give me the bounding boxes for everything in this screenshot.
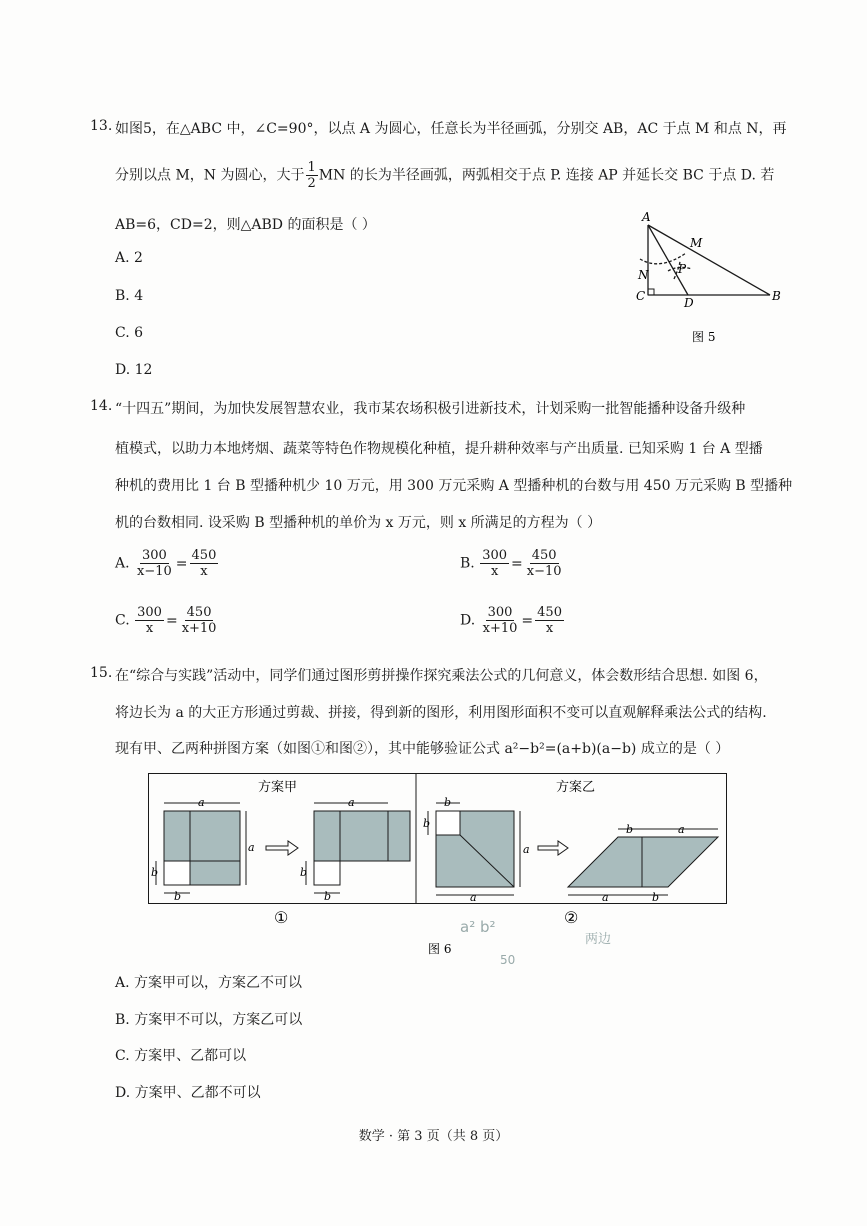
rhs-fraction <box>180 605 219 636</box>
panel-b-result <box>568 829 718 895</box>
fig5-label-c: C <box>636 289 646 303</box>
panel-b-square <box>428 803 520 895</box>
equals-sign: = <box>165 612 178 629</box>
frac-den: x−10 <box>526 564 562 579</box>
q13-option-a[interactable]: A. 2 <box>115 250 143 266</box>
equals-sign: = <box>175 555 188 572</box>
frac-den: x <box>490 564 499 579</box>
lhs-fraction <box>135 548 174 579</box>
fig5-label-a: A <box>642 210 651 224</box>
panel-b-dim-a3: a <box>678 823 685 836</box>
q15-option-c[interactable]: C. 方案甲、乙都可以 <box>115 1048 247 1064</box>
equals-sign: = <box>521 612 534 629</box>
q14-option-c[interactable] <box>115 605 219 636</box>
panel-a-arrow <box>266 841 298 855</box>
frac-den: x <box>200 564 208 579</box>
panel-b-dim-b3: b <box>626 823 634 836</box>
q15-option-b[interactable]: B. 方案甲不可以，方案乙可以 <box>115 1012 303 1028</box>
fig5-caption: 图 5 <box>692 330 716 344</box>
frac-num: 1 <box>307 160 316 175</box>
frac-num: 300 <box>141 548 167 563</box>
panel-a-dim-b4: b <box>324 890 332 903</box>
frac-den: x+10 <box>181 621 217 636</box>
q13-line2a: 分别以点 M，N 为圆心，大于 <box>115 167 305 184</box>
q14-line2: 植模式，以助力本地烤烟、蔬菜等特色作物规模化种植，提升耕种效率与产出质量. 已知采购 1 台 A 型播 <box>115 441 763 457</box>
panel-a-dim-b3: b <box>300 866 308 879</box>
frac-num: 450 <box>537 605 562 620</box>
panel-a-dim-a3: a <box>348 796 355 809</box>
q13-half-fraction <box>306 160 318 191</box>
panel-b-dim-a4: a <box>602 891 609 904</box>
q14-number: 14. <box>90 398 113 414</box>
q14-option-d[interactable] <box>460 605 565 636</box>
page-footer: 数学 · 第 3 页（共 8 页） <box>358 1129 509 1144</box>
fig5-line-ad <box>648 225 688 295</box>
panel-a-title: 方案甲 <box>258 780 298 795</box>
q15-line1: 在“综合与实践”活动中，同学们通过图形剪拼操作探究乘法公式的几何意义，体会数形结合思想. 如图 6， <box>115 668 768 684</box>
rhs-fraction <box>535 605 564 636</box>
fig5-right-angle-mark <box>648 289 654 295</box>
frac-num: 300 <box>487 605 513 620</box>
frac-den: 2 <box>307 176 316 191</box>
q14-option-a[interactable] <box>115 548 219 579</box>
equals-sign: = <box>511 555 523 572</box>
q15-line2: 将边长为 a 的大正方形通过剪裁、拼接，得到新的图形，利用图形面积不变可以直观解释乘法公式的结构. <box>115 705 767 721</box>
panel-b-dim-b2: b <box>423 817 431 830</box>
handwritten-scribble: 两边 <box>585 932 612 947</box>
panel-a-square <box>156 803 246 893</box>
q15-number: 15. <box>90 665 113 681</box>
option-label: B. <box>460 555 475 572</box>
panel-a-dim-a2: a <box>248 841 255 854</box>
circle-label-1: ① <box>274 908 289 927</box>
rhs-fraction <box>190 548 219 579</box>
figure-5 <box>620 205 800 350</box>
circle-label-2: ② <box>564 908 579 927</box>
rhs-fraction <box>525 548 564 579</box>
figure-6 <box>148 773 728 958</box>
panel-a-dim-a1: a <box>198 796 205 809</box>
q14-line4: 机的台数相同. 设采购 B 型播种机的单价为 x 万元，则 x 所满足的方程为（ ） <box>115 515 602 531</box>
q15-option-d[interactable]: D. 方案甲、乙都不可以 <box>115 1085 261 1101</box>
frac-num: 300 <box>482 548 508 563</box>
lhs-fraction <box>135 605 164 636</box>
panel-b-dim-a2: a <box>470 891 477 904</box>
panel-a-dim-b2: b <box>174 890 182 903</box>
q13-line2 <box>115 160 774 191</box>
handwritten-note-2: 50 <box>500 953 516 967</box>
q15-option-a[interactable]: A. 方案甲可以，方案乙不可以 <box>115 975 303 991</box>
panel-b-title: 方案乙 <box>556 780 596 795</box>
lhs-fraction <box>481 605 520 636</box>
fig5-side-ab <box>648 225 770 295</box>
option-label: A. <box>115 555 130 572</box>
q14-option-b[interactable] <box>460 548 565 579</box>
q14-line1: “十四五”期间，为加快发展智慧农业，我市某农场积极引进新技术，计划采购一批智能播种设备升级种 <box>115 401 746 417</box>
fig5-label-n: N <box>638 268 649 282</box>
q13-line1: 如图5，在△ABC 中，∠C=90°，以点 A 为圆心，任意长为半径画弧，分别交 AB，AC 于点 M 和点 N，再 <box>115 121 787 137</box>
option-label: D. <box>460 612 476 629</box>
frac-den: x <box>145 621 154 636</box>
q13-line3: AB=6，CD=2，则△ABD 的面积是（ ） <box>115 217 376 233</box>
panel-b-dim-b1: b <box>444 796 452 809</box>
panel-a-dim-b1: b <box>151 866 159 879</box>
frac-num: 450 <box>531 548 557 563</box>
q13-option-b[interactable]: B. 4 <box>115 288 144 304</box>
frac-den: x−10 <box>137 564 172 579</box>
q13-number: 13. <box>90 118 113 134</box>
fig5-label-m: M <box>690 236 703 250</box>
frac-den: x+10 <box>482 621 518 636</box>
lhs-fraction <box>480 548 509 579</box>
frac-den: x <box>545 621 554 636</box>
q13-option-d[interactable]: D. 12 <box>115 362 153 378</box>
frac-num: 300 <box>137 605 162 620</box>
q15-line3: 现有甲、乙两种拼图方案（如图①和图②），其中能够验证公式 a²−b²=(a+b)(a−b) 成立的是（ ） <box>115 741 730 757</box>
frac-num: 450 <box>186 605 212 620</box>
panel-b-dim-a1: a <box>523 843 530 856</box>
handwritten-note: a² b² <box>460 918 496 936</box>
q13-option-c[interactable]: C. 6 <box>115 325 144 341</box>
fig6-caption: 图 6 <box>428 942 452 956</box>
frac-num: 450 <box>191 548 217 563</box>
panel-a-result <box>306 803 410 893</box>
q14-line3: 种机的费用比 1 台 B 型播种机少 10 万元，用 300 万元采购 A 型播种机的台数与用 450 万元采购 B 型播种 <box>115 478 793 494</box>
q13-line2b: MN 的长为半径画弧，两弧相交于点 P. 连接 AP 并延长交 BC 于点 D. 若 <box>318 167 775 184</box>
panel-b-dim-b4: b <box>652 891 660 904</box>
fig5-label-d: D <box>684 296 694 310</box>
option-label: C. <box>115 612 130 629</box>
fig5-label-b: B <box>772 289 781 303</box>
panel-b-arrow <box>538 841 568 855</box>
fig5-label-p: P <box>678 262 687 276</box>
